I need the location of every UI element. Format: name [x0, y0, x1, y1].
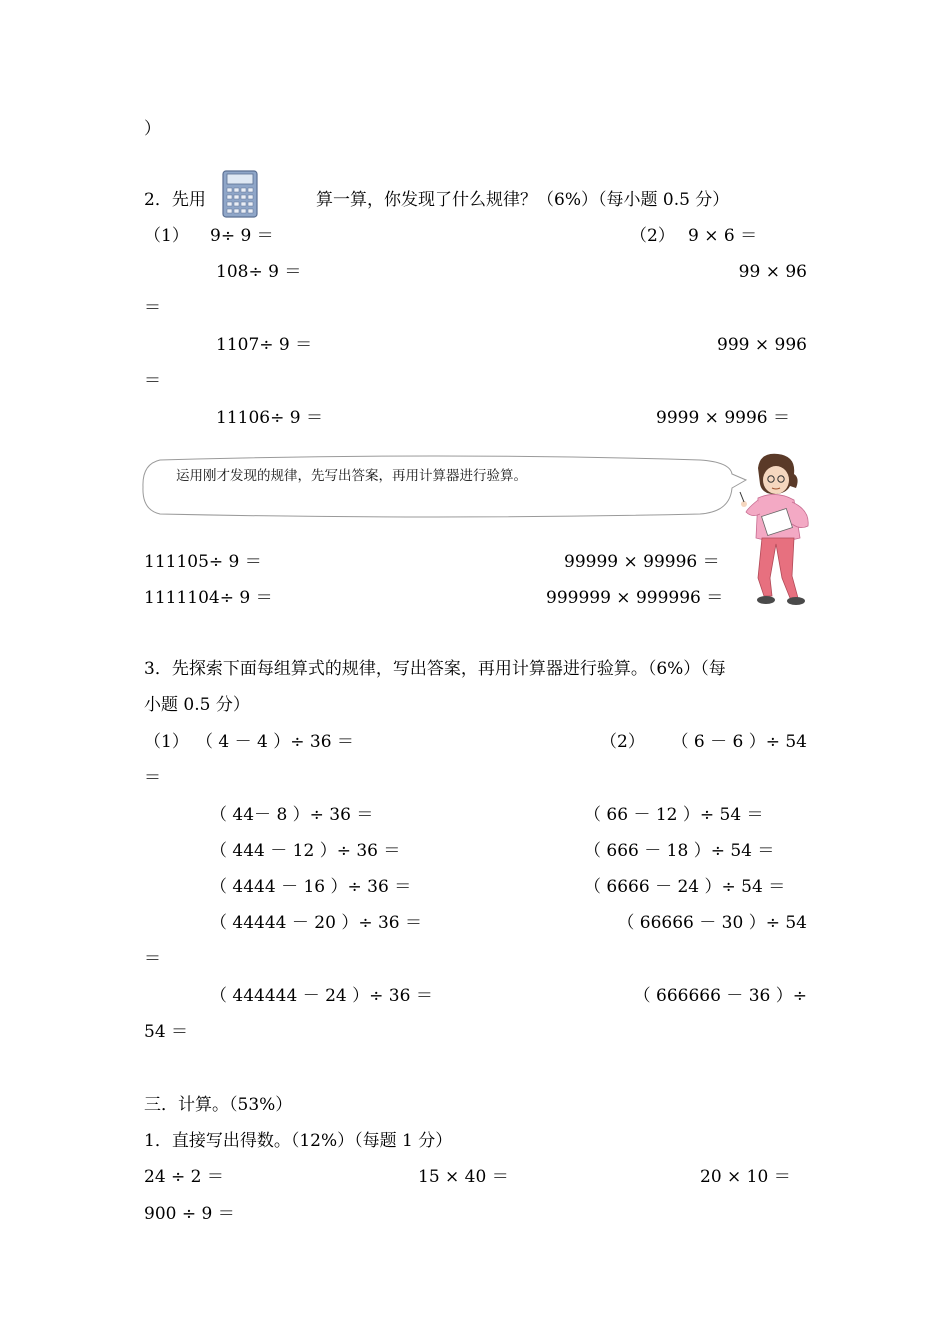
sec3-row1-item-2: 20 × 10 ＝: [700, 1167, 791, 1187]
speech-bubble: [140, 452, 750, 522]
q3-g1-item-4: （ 44444 － 20 ）÷ 36 ＝: [210, 913, 423, 933]
top-paren: ）: [144, 119, 161, 139]
q3-g2-label: （2）: [600, 732, 645, 752]
sec3-row1-item-1: 15 × 40 ＝: [418, 1167, 509, 1187]
sec3-row1-item-0: 24 ÷ 2 ＝: [144, 1167, 224, 1187]
q2-g1-more-1: 1111104÷ 9 ＝: [144, 588, 273, 608]
q3-g2-item-2: （ 666 － 18 ）÷ 54 ＝: [584, 841, 775, 861]
q3-g1-item-3: （ 4444 － 16 ）÷ 36 ＝: [210, 877, 412, 897]
q3-g1-item-2: （ 444 － 12 ）÷ 36 ＝: [210, 841, 401, 861]
sec3-q1-title: 1．直接写出得数。（12%）（每题 1 分）: [144, 1131, 453, 1151]
section3-title: 三．计算。（53%）: [144, 1095, 293, 1115]
q2-g1-item-2: 1107÷ 9 ＝: [216, 335, 313, 355]
q2-g2-label: （2）: [630, 226, 675, 246]
hint-text: 运用刚才发现的规律，先写出答案，再用计算器进行验算。: [176, 468, 527, 484]
q2-label-after: 算一算，你发现了什么规律？（6%）（每小题 0.5 分）: [316, 190, 730, 210]
q3-g1-item-5: （ 444444 － 24 ）÷ 36 ＝: [210, 986, 433, 1006]
q3-wrap-eq-2: ＝: [144, 949, 161, 969]
q3-wrap-last: 54 ＝: [144, 1022, 189, 1042]
q2-wrap-eq-2: ＝: [144, 371, 161, 391]
q3-g1-item-0: （ 4 － 4 ）÷ 36 ＝: [196, 732, 354, 752]
q2-g1-label: （1）: [144, 226, 189, 246]
q3-wrap-eq-1: ＝: [144, 768, 161, 788]
girl-illustration: [730, 448, 818, 610]
q2-g2-item-2: 999 × 996: [717, 335, 807, 355]
q3-g2-item-1: （ 66 － 12 ）÷ 54 ＝: [584, 805, 764, 825]
q2-label-before: 2．先用: [144, 190, 206, 210]
q2-g1-item-3: 11106÷ 9 ＝: [216, 408, 323, 428]
q3-g2-item-0: （ 6 － 6 ）÷ 54: [671, 732, 807, 752]
q2-g2-more-1: 999999 × 999996 ＝: [546, 588, 724, 608]
q3-g2-item-4: （ 66666 － 30 ）÷ 54: [617, 913, 807, 933]
q3-g2-item-5: （ 666666 － 36 ）÷: [633, 986, 807, 1006]
q2-g2-item-0: 9 × 6 ＝: [688, 226, 758, 246]
q2-g1-item-1: 108÷ 9 ＝: [216, 262, 302, 282]
q3-g2-item-3: （ 6666 － 24 ）÷ 54 ＝: [584, 877, 786, 897]
q3-title-line1: 3．先探索下面每组算式的规律，写出答案，再用计算器进行验算。（6%）（每: [144, 659, 726, 679]
q2-g2-item-3: 9999 × 9996 ＝: [656, 408, 790, 428]
calculator-icon: [222, 170, 258, 218]
q2-g2-more-0: 99999 × 99996 ＝: [564, 552, 720, 572]
q2-g1-item-0: 9÷ 9 ＝: [210, 226, 274, 246]
q3-g1-label: （1）: [144, 732, 189, 752]
q3-title-line2: 小题 0.5 分）: [144, 695, 250, 715]
q2-wrap-eq-1: ＝: [144, 298, 161, 318]
sec3-row2-item-0: 900 ÷ 9 ＝: [144, 1204, 235, 1224]
q2-g1-more-0: 111105÷ 9 ＝: [144, 552, 262, 572]
q3-g1-item-1: （ 44－ 8 ）÷ 36 ＝: [210, 805, 374, 825]
q2-g2-item-1: 99 × 96: [738, 262, 807, 282]
